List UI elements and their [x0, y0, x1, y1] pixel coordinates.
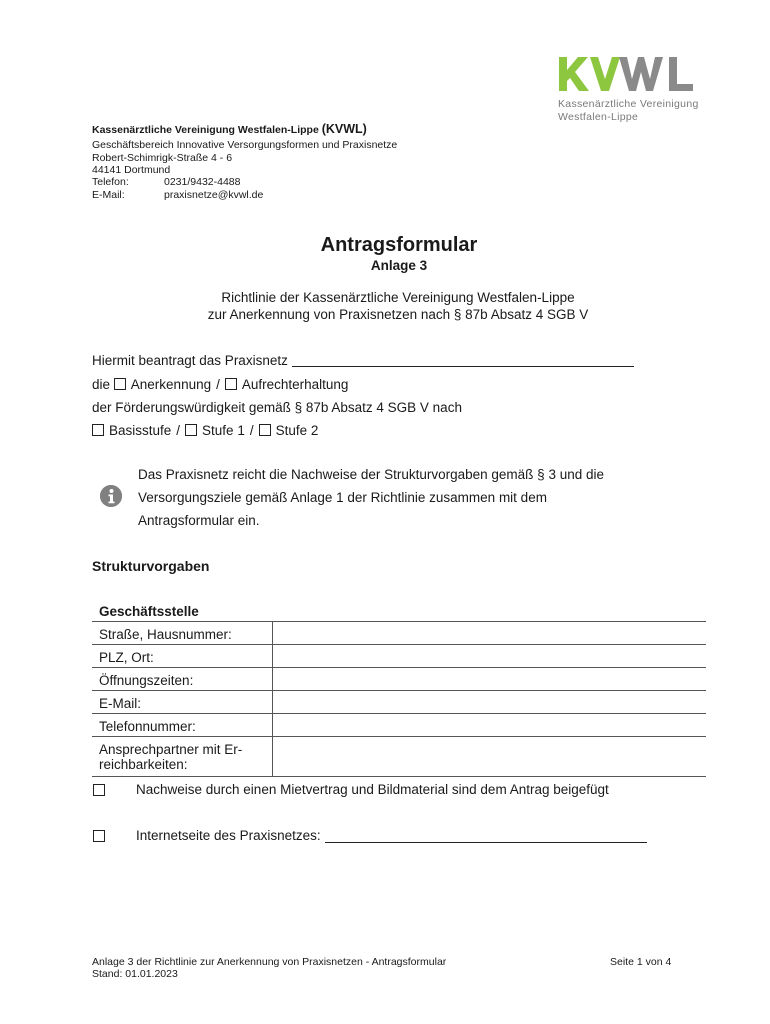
- logo-subtitle-line2: Westfalen-Lippe: [558, 111, 639, 123]
- table-row: [92, 714, 706, 737]
- application-type-line: [92, 375, 348, 393]
- label-stufe2: Stufe 2: [275, 422, 319, 438]
- info-text-line1: Das Praxisnetz reicht die Nachweise der Strukturvorgaben gemäß § 3 und die: [138, 467, 604, 482]
- row-label: PLZ, Ort:: [92, 645, 273, 667]
- address-email: [92, 189, 263, 201]
- row-label-line2: reichbarkeiten:: [99, 757, 188, 772]
- label-basisstufe: Basisstufe: [109, 422, 172, 438]
- application-network-line: [92, 351, 634, 369]
- footer-line2: Stand: 01.01.2023: [92, 968, 178, 980]
- row-label-line1: Ansprechpartner mit Er-: [99, 742, 243, 757]
- application-prefix: die: [92, 376, 111, 392]
- section-heading: Strukturvorgaben: [92, 558, 210, 574]
- kvwl-logo: [557, 56, 717, 124]
- checkbox-stufe2[interactable]: [259, 424, 271, 436]
- table-row: [92, 645, 706, 668]
- slash-separator: /: [176, 422, 181, 438]
- address-street: Robert-Schimrigk-Straße 4 - 6: [92, 152, 233, 164]
- document-subtitle: Anlage 3: [370, 258, 428, 273]
- row-label: Telefonnummer:: [92, 714, 273, 736]
- row-label: Straße, Hausnummer:: [92, 622, 273, 644]
- email-value[interactable]: praxisnetze@kvwl.de: [164, 189, 264, 201]
- label-anerkennung: Anerkennung: [130, 376, 212, 392]
- kvwl-logo-mark: [557, 56, 707, 92]
- website-field[interactable]: [325, 829, 647, 843]
- row-label: [92, 737, 273, 776]
- table-row: [92, 691, 706, 714]
- row-label: E-Mail:: [92, 691, 273, 713]
- page-number: Seite 1 von 4: [610, 956, 672, 968]
- phone-label: Telefon:: [92, 176, 129, 188]
- opening-hours-input[interactable]: [273, 668, 706, 690]
- checkbox-anerkennung[interactable]: [114, 378, 126, 390]
- checkbox-basisstufe[interactable]: [92, 424, 104, 436]
- address-department: Geschäftsbereich Innovative Versorgungsformen und Praxisnetze: [92, 139, 398, 151]
- phone-value: 0231/9432-4488: [164, 176, 241, 188]
- table-row: [92, 668, 706, 691]
- application-legal-line: der Förderungswürdigkeit gemäß § 87b Absatz 4 SGB V nach: [92, 399, 462, 415]
- slash-separator: /: [216, 376, 220, 392]
- footer-line1: Anlage 3 der Richtlinie zur Anerkennung von Praxisnetzen - Antragsformular: [92, 956, 447, 968]
- document-title: Antragsformular: [320, 234, 478, 256]
- row-label: Öffnungszeiten:: [92, 668, 273, 690]
- address-org: [92, 123, 367, 136]
- application-level-line: [92, 421, 318, 439]
- address-phone: [92, 176, 241, 188]
- checkbox-stufe1[interactable]: [185, 424, 197, 436]
- table-header: Geschäftsstelle: [92, 603, 706, 622]
- label-aufrechterhaltung: Aufrechterhaltung: [241, 376, 349, 392]
- mietvertrag-check-row: [93, 782, 609, 797]
- network-name-field[interactable]: [292, 353, 634, 367]
- org-name: Kassenärztliche Vereinigung Westfalen-Lippe: [92, 124, 319, 136]
- contact-person-input[interactable]: [273, 737, 706, 776]
- checkbox-internet[interactable]: [93, 830, 105, 842]
- address-city: 44141 Dortmund: [92, 164, 171, 176]
- application-network-text: Hiermit beantragt das Praxisnetz: [92, 352, 288, 368]
- logo-subtitle-line1: Kassenärztliche Vereinigung: [558, 98, 699, 110]
- label-stufe1: Stufe 1: [202, 422, 245, 438]
- email-input[interactable]: [273, 691, 706, 713]
- info-text-line2: Versorgungsziele gemäß Anlage 1 der Richtlinie zusammen mit dem: [138, 490, 547, 505]
- zip-city-input[interactable]: [273, 645, 706, 667]
- email-label: E-Mail:: [92, 189, 125, 201]
- info-icon: [100, 485, 122, 507]
- phone-input[interactable]: [273, 714, 706, 736]
- table-row: [92, 622, 706, 645]
- label-mietvertrag: Nachweise durch einen Mietvertrag und Bildmaterial sind dem Antrag beigefügt: [136, 782, 609, 797]
- slash-separator: /: [249, 422, 254, 438]
- street-input[interactable]: [273, 622, 706, 644]
- checkbox-aufrechterhaltung[interactable]: [225, 378, 237, 390]
- guideline-line2: zur Anerkennung von Praxisnetzen nach § 87b Absatz 4 SGB V: [207, 307, 589, 322]
- label-internet: Internetseite des Praxisnetzes:: [136, 828, 321, 843]
- checkbox-mietvertrag[interactable]: [93, 784, 105, 796]
- table-row: [92, 737, 706, 777]
- office-table: [92, 603, 706, 777]
- org-short: (KVWL): [321, 122, 367, 136]
- guideline-line1: Richtlinie der Kassenärztliche Vereinigung Westfalen-Lippe: [221, 290, 575, 305]
- info-text-line3: Antragsformular ein.: [138, 513, 260, 528]
- internet-check-row: [93, 828, 647, 843]
